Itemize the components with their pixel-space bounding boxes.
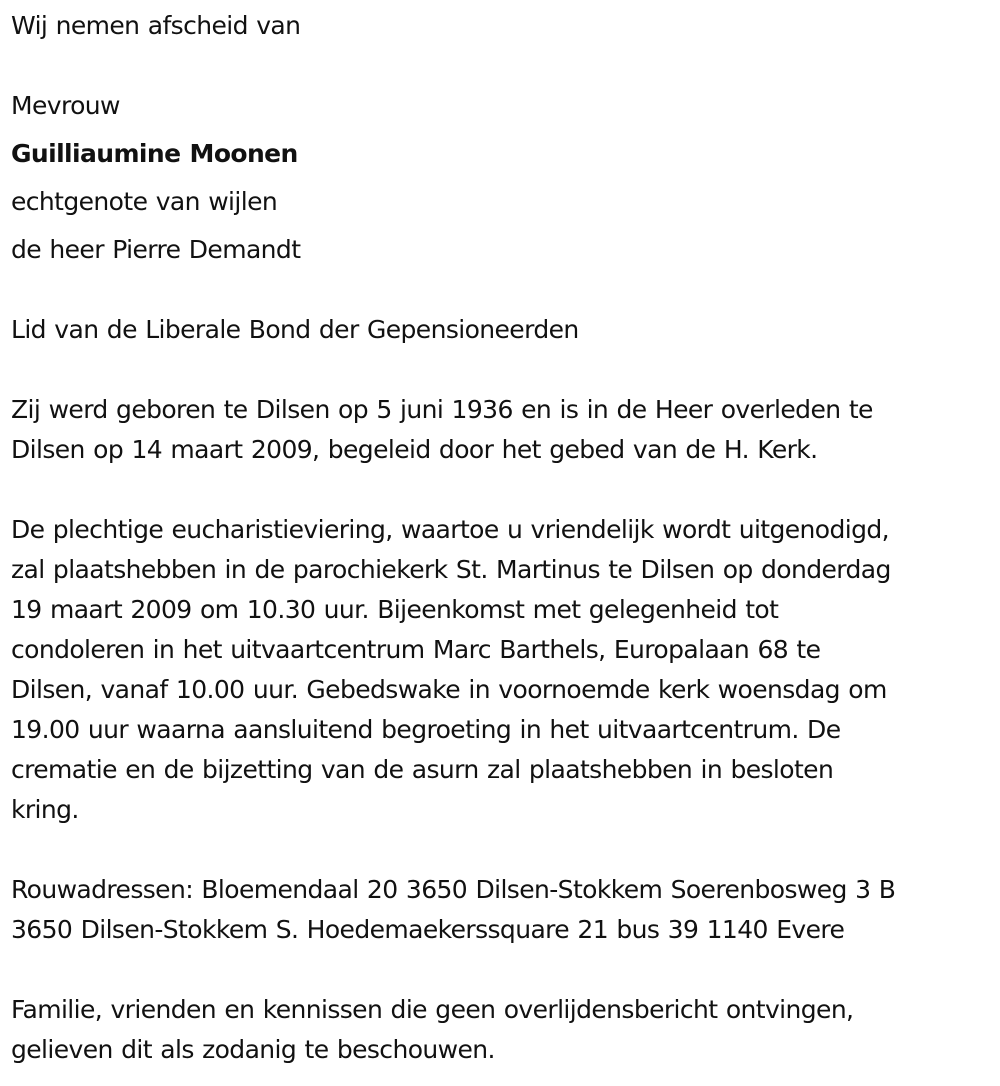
ceremony-line-3: 19 maart 2009 om 10.30 uur. Bijeenkomst met gelegenheid tot	[11, 595, 779, 624]
deceased-name: Guilliaumine Moonen	[11, 139, 298, 168]
addresses-line-1: Rouwadressen: Bloemendaal 20 3650 Dilsen-Stokkem Soerenbosweg 3 B	[11, 875, 896, 904]
ceremony-line-7: crematie en de bijzetting van de asurn zal plaatshebben in besloten	[11, 755, 834, 784]
ceremony-line-2: zal plaatshebben in de parochiekerk St. Martinus te Dilsen op donderdag	[11, 555, 891, 584]
spouse-line-2: de heer Pierre Demandt	[11, 235, 301, 264]
addresses-line-2: 3650 Dilsen-Stokkem S. Hoedemaekerssquare 21 bus 39 1140 Evere	[11, 915, 845, 944]
ceremony-line-6: 19.00 uur waarna aansluitend begroeting in het uitvaartcentrum. De	[11, 715, 841, 744]
ceremony-line-5: Dilsen, vanaf 10.00 uur. Gebedswake in voornoemde kerk woensdag om	[11, 675, 887, 704]
intro-text: Wij nemen afscheid van	[11, 11, 301, 40]
salutation: Mevrouw	[11, 91, 120, 120]
spouse-line-1: echtgenote van wijlen	[11, 187, 278, 216]
closing-line-2: gelieven dit als zodanig te beschouwen.	[11, 1035, 495, 1064]
ceremony-line-1: De plechtige eucharistieviering, waartoe u vriendelijk wordt uitgenodigd,	[11, 515, 889, 544]
closing-line-1: Familie, vrienden en kennissen die geen overlijdensbericht ontvingen,	[11, 995, 854, 1024]
membership-text: Lid van de Liberale Bond der Gepensioneerden	[11, 315, 579, 344]
birth-death-line-1: Zij werd geboren te Dilsen op 5 juni 1936 en is in de Heer overleden te	[11, 395, 873, 424]
birth-death-line-2: Dilsen op 14 maart 2009, begeleid door het gebed van de H. Kerk.	[11, 435, 818, 464]
ceremony-line-8: kring.	[11, 795, 79, 824]
ceremony-line-4: condoleren in het uitvaartcentrum Marc Barthels, Europalaan 68 te	[11, 635, 821, 664]
